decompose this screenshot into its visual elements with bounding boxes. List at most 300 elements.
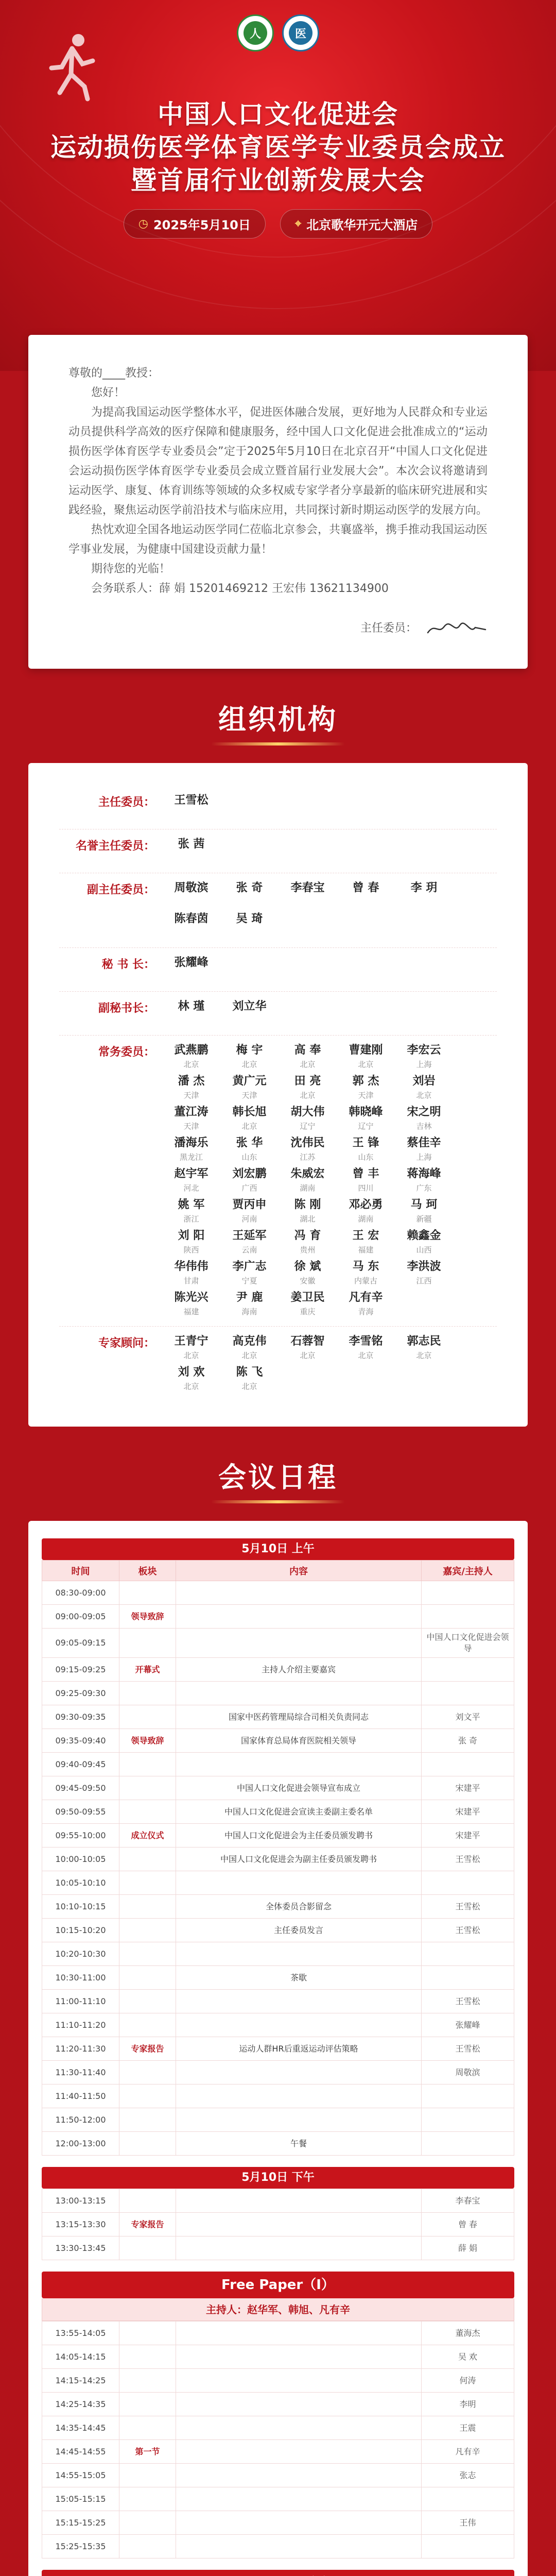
person-name: 贾丙申 — [232, 1198, 267, 1211]
row-speaker: 张耀峰 — [422, 2013, 514, 2037]
person-province — [220, 897, 279, 907]
row-section — [119, 1871, 176, 1895]
table-row — [42, 1848, 514, 1871]
row-content — [176, 1682, 422, 1705]
person-province: 广东 — [416, 1183, 432, 1193]
row-section: 第一节 — [119, 2440, 176, 2464]
person-entry — [220, 1333, 279, 1361]
table-row — [42, 1895, 514, 1919]
person-entry — [220, 1073, 279, 1100]
letter-paragraph: 为提高我国运动医学整体水平，促进医体融合发展，更好地为人民群众和专业运动员提供科学高效的医疗保障和健康服务，经中国人口文化促进会批准成立的“运动损伤医学体育医学专业委员会”定于2025年5月10日在北京召开“中国人口文化促进会运动损伤医学体育医学专业委员会成立暨首届行业发展大会”。本次会议将邀请到运动医学、康复、体育训练等领域的众多权威专家学者分享最新的临床研究进展和实践经验，聚焦运动医学前沿技术与临床应用，共同探讨新时期运动医学的发展方向。 — [68, 406, 488, 517]
row-time: 14:15-14:25 — [42, 2369, 119, 2393]
person-name: 胡大伟 — [290, 1106, 325, 1118]
person-name: 王 锋 — [352, 1137, 379, 1149]
event-venue — [280, 209, 432, 239]
person-entry — [162, 879, 220, 907]
letter-paragraph: 热忱欢迎全国各地运动医学同仁莅临北京参会，共襄盛举，携手推动我国运动医学事业发展，为健康中国建设贡献力量！ — [68, 523, 488, 556]
table-row — [42, 2061, 514, 2084]
person-name: 韩晓峰 — [349, 1106, 383, 1118]
person-province: 山东 — [358, 1153, 374, 1162]
person-name: 田 亮 — [294, 1075, 321, 1088]
person-province: 辽宁 — [300, 1122, 316, 1131]
person-province: 天津 — [241, 1091, 257, 1100]
person-name: 尹 鹿 — [236, 1291, 263, 1304]
row-time: 14:55-15:05 — [42, 2464, 119, 2487]
person-entry — [279, 1196, 337, 1224]
row-content — [176, 2108, 422, 2132]
person-name: 张 茜 — [178, 838, 205, 851]
location-pin-icon: ⌖ — [294, 217, 302, 230]
person-name: 石蓉智 — [290, 1335, 325, 1348]
row-time: 12:00-13:00 — [42, 2132, 119, 2156]
title-line-3: 暨首届行业创新发展大会 — [131, 165, 425, 195]
row-section — [119, 2061, 176, 2084]
row-content — [176, 2511, 422, 2535]
row-content — [176, 2393, 422, 2416]
row-time: 10:30-11:00 — [42, 1966, 119, 1990]
table-row — [42, 1942, 514, 1966]
person-entry — [279, 1042, 337, 1070]
person-name: 姜卫民 — [290, 1291, 325, 1304]
person-name: 林 瑾 — [178, 1000, 205, 1013]
row-section: 领导致辞 — [119, 1605, 176, 1629]
row-content — [176, 1753, 422, 1776]
row-time: 14:45-14:55 — [42, 2440, 119, 2464]
person-entry — [279, 879, 337, 907]
row-content — [176, 1629, 422, 1658]
table-row — [42, 2345, 514, 2369]
row-time: 10:00-10:05 — [42, 1848, 119, 1871]
person-name: 华伟伟 — [174, 1260, 208, 1273]
row-content — [176, 2535, 422, 2558]
person-name: 凡有辛 — [349, 1291, 383, 1304]
person-entry — [395, 1333, 453, 1361]
person-name: 王 宏 — [352, 1229, 379, 1242]
row-time: 09:05-09:15 — [42, 1629, 119, 1658]
org-row — [59, 873, 497, 948]
person-province: 北京 — [241, 1122, 257, 1131]
row-speaker — [422, 1871, 514, 1895]
row-speaker: 中国人口文化促进会领导 — [422, 1629, 514, 1658]
table-row — [42, 1966, 514, 1990]
person-name: 韩长旭 — [232, 1106, 267, 1118]
person-province: 北京 — [416, 1091, 432, 1100]
row-speaker: 王雪松 — [422, 1895, 514, 1919]
person-name: 王雪松 — [174, 794, 208, 807]
schedule-table-pm — [42, 2189, 514, 2260]
title-underline — [211, 1500, 345, 1503]
person-entry — [395, 1165, 453, 1193]
col-section-header: 板块 — [119, 1561, 176, 1581]
table-row — [42, 2037, 514, 2061]
row-section — [119, 1753, 176, 1776]
row-speaker — [422, 1942, 514, 1966]
schedule-section-title — [0, 1455, 556, 1503]
title-line-1: 中国人口文化促进会 — [158, 99, 398, 129]
person-entry — [337, 1333, 395, 1361]
row-speaker: 李春宝 — [422, 2189, 514, 2213]
person-entry — [162, 836, 220, 863]
row-content — [176, 1605, 422, 1629]
row-speaker: 李明 — [422, 2393, 514, 2416]
person-entry — [162, 910, 220, 938]
event-venue-text: 北京歌华开元大酒店 — [306, 218, 418, 232]
row-speaker — [422, 1753, 514, 1776]
row-time: 10:15-10:20 — [42, 1919, 119, 1942]
person-entry — [220, 1042, 279, 1070]
signer-label: 主任委员： — [360, 622, 417, 635]
person-province: 四川 — [358, 1183, 374, 1193]
person-province: 天津 — [183, 1122, 199, 1131]
org-people-list — [162, 792, 497, 823]
row-content — [176, 1942, 422, 1966]
person-province: 北京 — [183, 1382, 199, 1391]
person-province — [220, 928, 279, 938]
person-province: 甘肃 — [183, 1276, 199, 1285]
person-name: 姚 军 — [178, 1198, 205, 1211]
person-entry — [279, 1104, 337, 1131]
row-speaker: 何涛 — [422, 2369, 514, 2393]
event-meta — [0, 209, 556, 239]
row-time: 09:55-10:00 — [42, 1824, 119, 1848]
row-content — [176, 2321, 422, 2345]
person-province: 湖南 — [358, 1214, 374, 1224]
row-content: 中国人口文化促进会为主任委员颁发聘书 — [176, 1824, 422, 1848]
person-province: 江西 — [416, 1276, 432, 1285]
person-name: 王青宁 — [174, 1335, 208, 1348]
schedule-title-text: 会议日程 — [218, 1461, 338, 1494]
row-time: 11:00-11:10 — [42, 1990, 119, 2013]
person-province: 吉林 — [416, 1122, 432, 1131]
free-paper-1-chairs: 主持人：赵华军、韩旭、凡有辛 — [42, 2298, 514, 2321]
logo-group — [0, 14, 556, 52]
person-entry — [337, 1165, 395, 1193]
person-name: 高克伟 — [232, 1335, 267, 1348]
person-name: 曾 春 — [352, 882, 379, 894]
row-time: 15:15-15:25 — [42, 2511, 119, 2535]
row-speaker — [422, 2132, 514, 2156]
person-name: 李雪铭 — [349, 1335, 383, 1348]
table-row — [42, 1919, 514, 1942]
row-time: 08:30-09:00 — [42, 1581, 119, 1605]
person-entry — [220, 1165, 279, 1193]
person-province: 北京 — [416, 1351, 432, 1360]
row-section: 专家报告 — [119, 2213, 176, 2236]
col-speaker-header: 嘉宾/主持人 — [422, 1561, 514, 1581]
row-speaker: 王伟 — [422, 2511, 514, 2535]
row-content: 主持人介绍主要嘉宾 — [176, 1658, 422, 1682]
person-entry — [337, 1289, 395, 1317]
person-name: 武燕鹏 — [174, 1044, 208, 1057]
row-speaker: 王雪松 — [422, 1848, 514, 1871]
person-entry — [279, 1289, 337, 1317]
title-underline — [211, 742, 345, 745]
person-name: 李洪波 — [407, 1260, 441, 1273]
row-section — [119, 1919, 176, 1942]
table-row — [42, 2084, 514, 2108]
title-line-2: 运动损伤医学体育医学专业委员会成立 — [50, 132, 506, 162]
person-province: 湖南 — [300, 1183, 316, 1193]
row-time: 09:45-09:50 — [42, 1776, 119, 1800]
event-date-text: 2025年5月10日 — [153, 218, 251, 232]
org-role-label: 副秘书长： — [98, 1002, 155, 1015]
row-content — [176, 2487, 422, 2511]
table-row — [42, 1629, 514, 1658]
person-province: 河南 — [241, 1214, 257, 1224]
person-name: 潘海乐 — [174, 1137, 208, 1149]
row-time: 10:10-10:15 — [42, 1895, 119, 1919]
table-row — [42, 1824, 514, 1848]
row-section — [119, 1705, 176, 1729]
person-province: 青海 — [358, 1307, 374, 1316]
row-content — [176, 1581, 422, 1605]
row-time: 11:10-11:20 — [42, 2013, 119, 2037]
row-section — [119, 1682, 176, 1705]
row-content — [176, 2189, 422, 2213]
table-row — [42, 2440, 514, 2464]
row-section — [119, 2511, 176, 2535]
person-province — [279, 897, 337, 907]
person-name: 曾 丰 — [352, 1167, 379, 1180]
col-content-header: 内容 — [176, 1561, 422, 1581]
row-speaker — [422, 1581, 514, 1605]
invitation-letter — [28, 335, 528, 669]
row-speaker — [422, 1966, 514, 1990]
schedule-table-fp1 — [42, 2321, 514, 2558]
row-speaker: 王雪松 — [422, 1990, 514, 2013]
row-content — [176, 2213, 422, 2236]
row-section — [119, 1895, 176, 1919]
org-row — [59, 992, 497, 1036]
row-speaker — [422, 2108, 514, 2132]
person-entry — [279, 1227, 337, 1255]
org-people-list — [162, 1333, 497, 1395]
person-entry — [279, 1333, 337, 1361]
person-name: 蔡佳辛 — [407, 1137, 441, 1149]
row-time: 15:05-15:15 — [42, 2487, 119, 2511]
row-section — [119, 2487, 176, 2511]
table-header-row — [42, 1561, 514, 1581]
row-content: 午餐 — [176, 2132, 422, 2156]
person-name: 郭志民 — [407, 1335, 441, 1348]
row-time: 09:30-09:35 — [42, 1705, 119, 1729]
row-section — [119, 2393, 176, 2416]
row-content — [176, 2464, 422, 2487]
row-content — [176, 2416, 422, 2440]
person-entry — [162, 954, 220, 982]
person-province: 福建 — [358, 1245, 374, 1255]
person-entry — [162, 792, 220, 820]
person-entry — [220, 1258, 279, 1286]
table-row — [42, 1729, 514, 1753]
person-name: 李宏云 — [407, 1044, 441, 1057]
person-province: 北京 — [358, 1060, 374, 1069]
org-role-label: 常务委员： — [98, 1046, 155, 1059]
person-province: 北京 — [241, 1382, 257, 1391]
row-speaker: 刘文平 — [422, 1705, 514, 1729]
association-logo: 人 — [237, 14, 274, 52]
person-name: 赖鑫金 — [407, 1229, 441, 1242]
row-speaker: 薛 娟 — [422, 2236, 514, 2260]
person-province: 陕西 — [183, 1245, 199, 1255]
row-time: 14:25-14:35 — [42, 2393, 119, 2416]
committee-logo: 医 — [282, 14, 319, 52]
row-time: 09:15-09:25 — [42, 1658, 119, 1682]
free-paper-2-title — [42, 2570, 514, 2576]
person-name: 陈 刚 — [294, 1198, 321, 1211]
person-name: 梅 宇 — [236, 1044, 263, 1057]
row-section: 开幕式 — [119, 1658, 176, 1682]
person-entry — [337, 879, 395, 907]
row-content — [176, 2084, 422, 2108]
person-name: 朱威宏 — [290, 1167, 325, 1180]
row-time: 09:35-09:40 — [42, 1729, 119, 1753]
row-section — [119, 2464, 176, 2487]
person-name: 马 东 — [352, 1260, 379, 1273]
person-entry — [395, 1104, 453, 1131]
person-province: 天津 — [358, 1091, 374, 1100]
row-content — [176, 2236, 422, 2260]
table-row — [42, 2511, 514, 2535]
org-people-list — [162, 998, 497, 1029]
row-time: 09:50-09:55 — [42, 1800, 119, 1824]
person-entry — [162, 1196, 220, 1224]
person-name: 李春宝 — [290, 882, 325, 894]
person-entry — [220, 1104, 279, 1131]
person-entry — [220, 879, 279, 907]
person-entry — [395, 1073, 453, 1100]
person-entry — [220, 998, 279, 1026]
person-entry — [220, 910, 279, 938]
person-province: 福建 — [183, 1307, 199, 1316]
row-content: 中国人口文化促进会为副主任委员颁发聘书 — [176, 1848, 422, 1871]
org-people-list — [162, 879, 497, 941]
person-name: 黄广元 — [232, 1075, 267, 1088]
org-people-list — [162, 954, 497, 985]
row-content — [176, 2345, 422, 2369]
table-row — [42, 1705, 514, 1729]
person-entry — [220, 1289, 279, 1317]
person-name: 赵宇军 — [174, 1167, 208, 1180]
table-row — [42, 2416, 514, 2440]
row-time: 10:20-10:30 — [42, 1942, 119, 1966]
person-name: 李 玥 — [410, 882, 438, 894]
person-name: 李广志 — [232, 1260, 267, 1273]
org-row — [59, 829, 497, 873]
person-entry — [162, 1258, 220, 1286]
row-section: 专家报告 — [119, 2037, 176, 2061]
row-section: 领导致辞 — [119, 1729, 176, 1753]
person-province: 浙江 — [183, 1214, 199, 1224]
row-time: 13:30-13:45 — [42, 2236, 119, 2260]
table-row — [42, 2464, 514, 2487]
person-province — [220, 1015, 279, 1026]
org-role-label: 秘 书 长： — [101, 958, 155, 971]
row-content — [176, 2013, 422, 2037]
row-speaker: 宋建平 — [422, 1800, 514, 1824]
row-time: 15:25-15:35 — [42, 2535, 119, 2558]
person-name: 陈春茵 — [174, 912, 208, 925]
row-content: 中国人口文化促进会宣读主委副主委名单 — [176, 1800, 422, 1824]
person-name: 刘 欢 — [178, 1366, 205, 1379]
person-province: 内蒙古 — [354, 1276, 377, 1285]
letter-paragraph: 期待您的光临！ — [91, 563, 171, 575]
person-name: 张耀峰 — [174, 956, 208, 969]
row-time: 10:05-10:10 — [42, 1871, 119, 1895]
person-entry — [337, 1042, 395, 1070]
row-time: 09:25-09:30 — [42, 1682, 119, 1705]
row-section — [119, 2084, 176, 2108]
person-province: 上海 — [416, 1060, 432, 1069]
person-province: 新疆 — [416, 1214, 432, 1224]
day-bar-pm: 5月10日 下午 — [42, 2167, 514, 2189]
person-entry — [337, 1104, 395, 1131]
clock-icon: ◷ — [138, 217, 148, 230]
row-speaker: 王雪松 — [422, 1919, 514, 1942]
person-name: 曹建刚 — [349, 1044, 383, 1057]
row-speaker — [422, 2535, 514, 2558]
table-row — [42, 2132, 514, 2156]
person-name: 刘 阳 — [178, 1229, 205, 1242]
person-province — [395, 897, 453, 907]
row-time: 13:15-13:30 — [42, 2213, 119, 2236]
person-name: 潘 杰 — [178, 1075, 205, 1088]
table-row — [42, 1682, 514, 1705]
person-name: 刘立华 — [232, 1000, 267, 1013]
row-content: 国家中医药管理局综合司相关负责同志 — [176, 1705, 422, 1729]
person-entry — [162, 998, 220, 1026]
person-name: 徐 斌 — [294, 1260, 321, 1273]
row-speaker: 张 奇 — [422, 1729, 514, 1753]
person-province: 贵州 — [300, 1245, 316, 1255]
row-time: 11:20-11:30 — [42, 2037, 119, 2061]
person-name: 蒋海峰 — [407, 1167, 441, 1180]
person-entry — [220, 1134, 279, 1162]
table-row — [42, 2487, 514, 2511]
person-province: 天津 — [183, 1091, 199, 1100]
row-speaker: 宋建平 — [422, 1824, 514, 1848]
person-entry — [162, 1042, 220, 1070]
person-entry — [395, 1258, 453, 1286]
person-name: 冯 育 — [294, 1229, 321, 1242]
row-speaker — [422, 2084, 514, 2108]
table-row — [42, 1581, 514, 1605]
row-time: 14:05-14:15 — [42, 2345, 119, 2369]
table-row — [42, 2393, 514, 2416]
person-entry — [162, 1104, 220, 1131]
day-bar-am: 5月10日 上午 — [42, 1538, 514, 1560]
person-entry — [162, 1165, 220, 1193]
table-row — [42, 1605, 514, 1629]
person-name: 吴 琦 — [236, 912, 263, 925]
row-speaker — [422, 1605, 514, 1629]
row-section — [119, 1581, 176, 1605]
row-content: 国家体育总局体育医院相关领导 — [176, 1729, 422, 1753]
row-content — [176, 2061, 422, 2084]
person-province: 北京 — [241, 1351, 257, 1360]
person-entry — [395, 879, 453, 907]
person-name: 马 珂 — [410, 1198, 438, 1211]
person-name: 高 奉 — [294, 1044, 321, 1057]
row-content — [176, 2440, 422, 2464]
row-section: 成立仪式 — [119, 1824, 176, 1848]
row-speaker — [422, 2487, 514, 2511]
person-province: 河北 — [183, 1183, 199, 1193]
table-row — [42, 1776, 514, 1800]
row-section — [119, 2189, 176, 2213]
row-section — [119, 2416, 176, 2440]
person-entry — [162, 1333, 220, 1361]
